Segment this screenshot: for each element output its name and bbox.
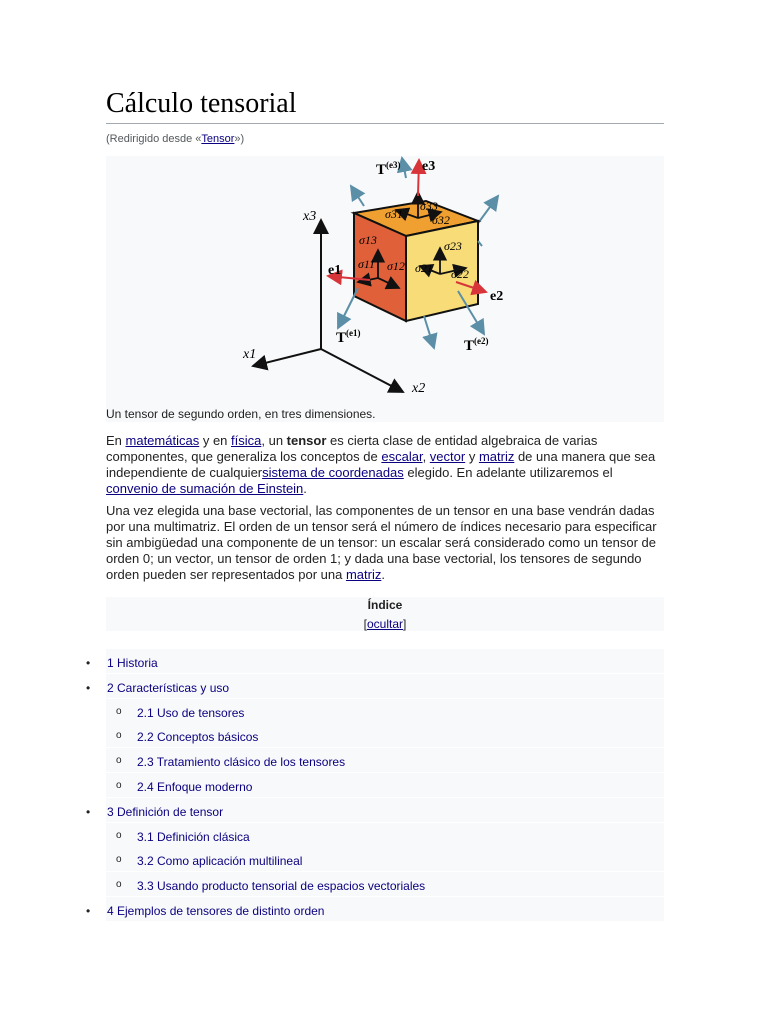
toc-header	[106, 597, 664, 631]
x1-axis	[253, 349, 321, 366]
redirect-note	[106, 133, 244, 145]
toc-bullet: •	[86, 680, 91, 695]
toc-item-link[interactable]: 3.3 Usando producto tensorial de espacios vectoriales	[137, 879, 426, 894]
toc-bullet: •	[86, 904, 91, 918]
sigma-11-label: σ11	[358, 257, 376, 271]
toc-item-link[interactable]: 3.1 Definición clásica	[137, 829, 250, 844]
e3-basis-arrow	[418, 160, 419, 196]
toc-bullet: o	[116, 780, 122, 791]
sigma-21-label: σ21	[415, 261, 433, 275]
toc-hide-link[interactable]: ocultar	[366, 617, 404, 631]
toc-bullet: o	[116, 755, 122, 767]
toc-bullet: •	[86, 804, 91, 819]
sigma-33-label: σ33	[420, 199, 438, 213]
sigma-23-label: σ23	[444, 239, 462, 253]
toc-bullet: o	[116, 730, 122, 742]
traction-arrow	[402, 158, 406, 178]
e3-label: e3	[422, 159, 436, 174]
toc-item-link[interactable]: 2.2 Conceptos básicos	[137, 730, 259, 745]
T-e3-label: $T^{(e3)}$	[376, 160, 401, 178]
traction-arrow	[424, 316, 434, 348]
T-e2-label: $T^{(e2)}$	[464, 336, 489, 354]
text-run: En	[106, 433, 126, 448]
traction-arrow	[338, 288, 358, 328]
x2-axis	[321, 349, 403, 392]
e1-label: e1	[328, 263, 342, 278]
toc-bullet: o	[116, 705, 122, 717]
stress-cube-diagram	[106, 156, 664, 406]
redirect-suffix: »)	[234, 133, 245, 145]
link-matriz[interactable]: matriz	[478, 449, 515, 464]
text-run: y en	[199, 433, 232, 448]
x1-label: x1	[243, 347, 257, 362]
order-paragraph	[106, 503, 666, 583]
sigma-31-label: σ31	[385, 207, 403, 221]
figure-caption: Un tensor de segundo orden, en tres dimensiones.	[106, 407, 376, 421]
toc-bullet: o	[116, 829, 122, 841]
toc-item-link[interactable]: 2.1 Uso de tensores	[137, 705, 245, 720]
link-convenio-einstein[interactable]: convenio de sumación de Einstein	[106, 481, 304, 496]
toc-bullet: o	[116, 854, 122, 866]
x3-label: x3	[303, 209, 317, 224]
text-run: .	[381, 567, 385, 582]
sigma-32-label: σ32	[432, 213, 450, 227]
link-sistema-de-coordenadas[interactable]: sistema de coordenadas	[262, 465, 404, 480]
toc-item-link[interactable]: 3 Definición de tensor	[107, 804, 224, 819]
toc-bullet: •	[86, 656, 91, 670]
text-run: Una vez elegida una base vectorial, las componentes de un tensor en una base vendrán dadas por una multimatriz. El orden de un tensor será el número de índices necesario para especificar sin ambigüedad una componente de un tensor: un escalar será considerado como un tensor de orden 0; un vector, un tensor de orden 1; y dada una base vectorial, los tensores de segundo orden pueden ser representados por una	[106, 503, 657, 582]
intro-paragraph	[106, 433, 666, 497]
sigma-13-label: σ13	[359, 233, 377, 247]
link-escalar[interactable]: escalar	[381, 449, 423, 464]
text-run: , un	[261, 433, 287, 448]
toc-toggle-bracket: [	[363, 617, 367, 631]
toc-bullet: o	[116, 879, 122, 891]
toc-toggle	[106, 617, 664, 631]
redirect-prefix: (Redirigido desde «	[106, 133, 202, 145]
toc-item-link[interactable]: 2.4 Enfoque moderno	[137, 780, 253, 794]
x2-label: x2	[412, 381, 426, 396]
link-matriz-2[interactable]: matriz	[345, 567, 382, 582]
text-run: elegido. En adelante utilizaremos el	[403, 465, 613, 480]
toc-item-link[interactable]: 2.3 Tratamiento clásico de los tensores	[137, 755, 346, 770]
bold-term-tensor: tensor	[286, 433, 327, 448]
toc-item-link[interactable]: 4 Ejemplos de tensores de distinto orden	[107, 904, 325, 918]
link-fisica[interactable]: física	[231, 433, 262, 448]
toc-item-link[interactable]: 3.2 Como aplicación multilineal	[137, 854, 303, 869]
link-vector[interactable]: vector	[429, 449, 466, 464]
redirect-link-tensor[interactable]: Tensor	[201, 133, 235, 145]
toc-item-link[interactable]: 1 Historia	[107, 656, 158, 670]
T-e1-label: $T^{(e1)}$	[336, 328, 361, 346]
toc-title: Índice	[367, 598, 403, 612]
text-run: de una manera que sea independiente de cualquier	[106, 449, 656, 480]
text-run: es cierta clase de entidad algebraica de varias componentes, que generaliza los conceptos de	[106, 433, 598, 464]
toc-item-link[interactable]: 2 Características y uso	[107, 680, 230, 695]
sigma-22-label: σ22	[451, 267, 469, 281]
text-run: y	[465, 449, 479, 464]
text-run: ,	[422, 449, 430, 464]
traction-arrow	[351, 186, 364, 206]
toc-row	[106, 649, 664, 673]
sigma-12-label: σ12	[387, 259, 405, 273]
toc-toggle-bracket: ]	[403, 617, 407, 631]
e2-label: e2	[490, 289, 504, 304]
text-run: .	[303, 481, 307, 496]
tensor-figure	[106, 156, 664, 422]
link-matematicas[interactable]: matemáticas	[125, 433, 200, 448]
page-title: Cálculo tensorial	[106, 86, 664, 124]
